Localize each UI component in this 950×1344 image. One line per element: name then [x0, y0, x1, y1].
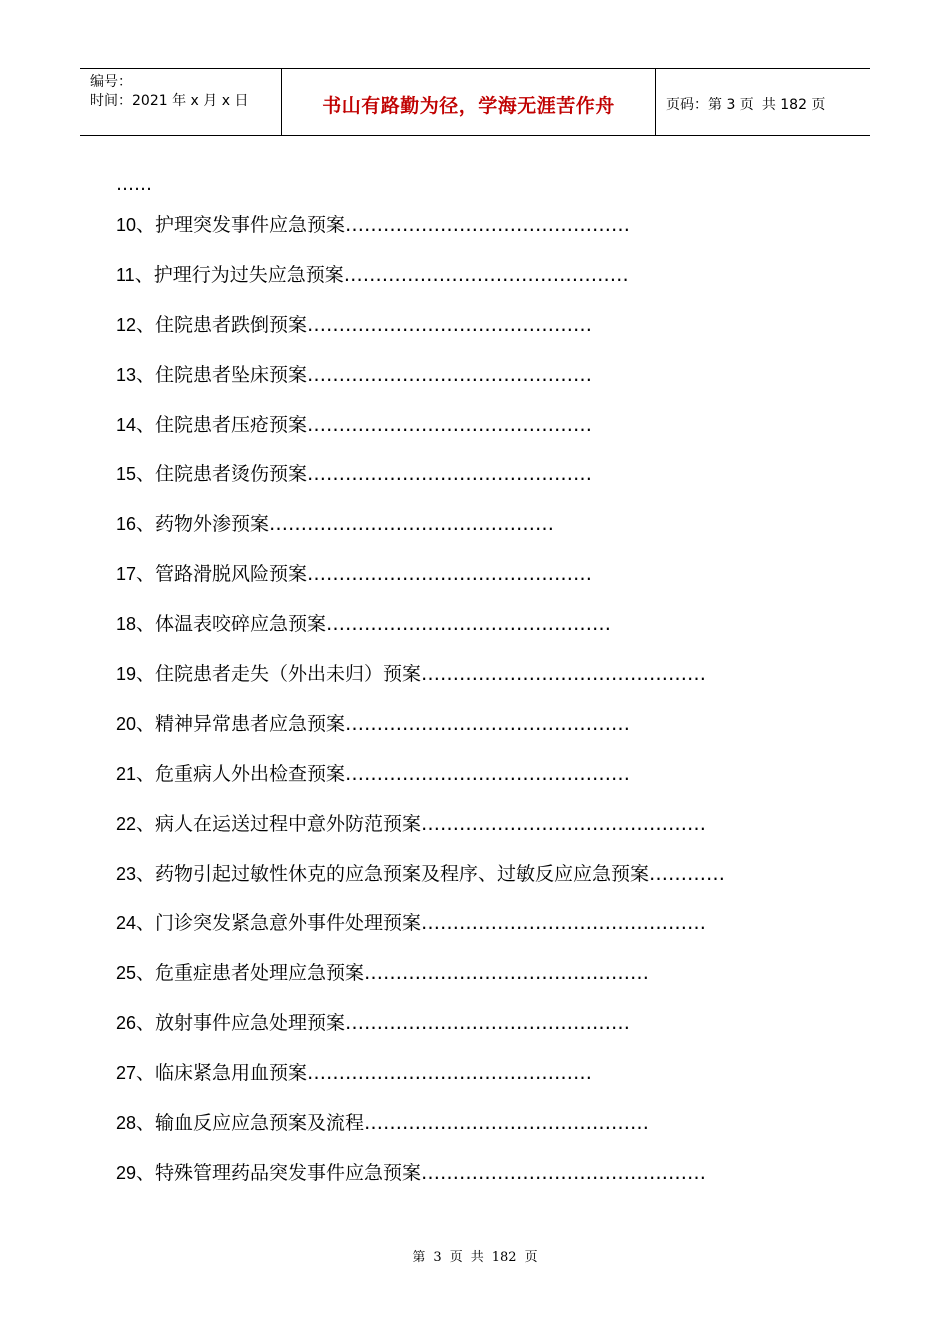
footer-total-pages: 182 — [491, 1250, 517, 1265]
toc-item — [116, 1058, 856, 1108]
footer-page-number: 3 — [433, 1250, 442, 1265]
toc-item-leader-dots: ……………………………………… — [307, 563, 593, 586]
toc-item-title: 、危重症患者处理应急预案 — [136, 962, 365, 985]
toc-item-number: 18 — [116, 614, 137, 635]
toc-item — [116, 210, 856, 260]
toc-item-number: 23 — [116, 863, 137, 884]
header-motto-cell — [282, 69, 656, 135]
toc-item-leader-dots: ……………………………………… — [269, 513, 555, 536]
header-page-info — [656, 69, 870, 135]
toc-item-leader-dots: ……………………………………… — [343, 263, 629, 286]
toc-item-title: 、住院患者压疮预案 — [136, 413, 308, 436]
toc-item — [116, 459, 856, 509]
page-label: 页码： — [666, 97, 708, 113]
toc-item-title: 、精神异常患者应急预案 — [136, 712, 346, 735]
toc-item-number: 26 — [116, 1013, 137, 1034]
toc-item — [116, 859, 856, 909]
page-total: 共 182 页 — [761, 97, 826, 113]
toc-item — [116, 1158, 856, 1208]
toc-list — [116, 210, 856, 1208]
toc-item — [116, 509, 856, 559]
toc-item-leader-dots: ……………………………………… — [307, 413, 593, 436]
page-current: 第 3 页 — [708, 97, 754, 113]
toc-item — [116, 310, 856, 360]
motto-text: 书山有路勤为径，学海无涯苦作舟 — [322, 94, 615, 117]
toc-item-leader-dots: ……………………………………… — [307, 363, 593, 386]
toc-item-number: 19 — [116, 664, 137, 685]
footer-di: 第 — [412, 1250, 426, 1265]
header-meta — [80, 69, 282, 135]
toc-item — [116, 709, 856, 759]
time-label: 时间： — [90, 93, 132, 109]
toc-item-title: 、住院患者烫伤预案 — [136, 463, 308, 486]
toc-item-number: 28 — [116, 1113, 137, 1134]
toc-item-leader-dots: ………… — [649, 862, 726, 885]
toc-item-number: 17 — [116, 564, 137, 585]
toc-item-title: 、住院患者走失（外出未归）预案 — [136, 663, 422, 686]
toc-item-title: 、护理突发事件应急预案 — [136, 214, 346, 236]
toc-item-title: 、输血反应应急预案及流程 — [136, 1112, 365, 1135]
toc-item-leader-dots: ……………………………………… — [326, 613, 612, 636]
table-of-contents — [116, 170, 856, 1208]
toc-item-number: 15 — [116, 464, 137, 485]
toc-item — [116, 1108, 856, 1158]
page-footer — [0, 1246, 950, 1265]
toc-item-number: 24 — [116, 913, 137, 934]
toc-item — [116, 559, 856, 609]
footer-gong: 共 — [470, 1250, 484, 1265]
toc-item-number: 16 — [116, 514, 137, 535]
toc-item-number: 11 — [116, 264, 135, 285]
toc-item-number: 13 — [116, 364, 137, 385]
footer-ye: 页 — [449, 1250, 463, 1265]
toc-item-number: 27 — [116, 1063, 137, 1084]
toc-item-title: 、体温表咬碎应急预案 — [136, 613, 327, 636]
toc-item-title: 、药物外渗预案 — [136, 513, 270, 536]
toc-item-title: 、门诊突发紧急意外事件处理预案 — [136, 912, 422, 935]
toc-item-leader-dots: ……………………………………… — [345, 214, 631, 236]
toc-item — [116, 759, 856, 809]
toc-item-leader-dots: ……………………………………… — [307, 313, 593, 336]
toc-item-title: 、危重病人外出检查预案 — [136, 762, 346, 785]
time-value: 2021 年 x 月 x 日 — [132, 93, 249, 109]
toc-item-leader-dots: ……………………………………… — [345, 762, 631, 785]
toc-item-leader-dots: ……………………………………… — [421, 1161, 707, 1184]
toc-item — [116, 958, 856, 1008]
toc-item — [116, 609, 856, 659]
toc-item — [116, 260, 856, 310]
toc-leading-ellipsis: …… — [116, 174, 152, 195]
document-number-label: 编号： — [90, 74, 132, 90]
toc-item-leader-dots: ……………………………………… — [421, 812, 707, 835]
toc-item-number: 22 — [116, 813, 137, 834]
toc-item — [116, 809, 856, 859]
document-header — [80, 68, 870, 136]
toc-item — [116, 908, 856, 958]
toc-item-title: 、特殊管理药品突发事件应急预案 — [136, 1161, 422, 1184]
toc-item-title: 、住院患者坠床预案 — [136, 363, 308, 386]
toc-item — [116, 360, 856, 410]
toc-item-leader-dots: ……………………………………… — [421, 663, 707, 686]
toc-item-leader-dots: ……………………………………… — [345, 712, 631, 735]
toc-item-leader-dots: ……………………………………… — [307, 1062, 593, 1085]
toc-item-title: 、临床紧急用血预案 — [136, 1062, 308, 1085]
toc-item-leader-dots: ……………………………………… — [364, 962, 650, 985]
toc-item-number: 20 — [116, 713, 137, 734]
toc-item-leader-dots: ……………………………………… — [345, 1012, 631, 1035]
toc-item — [116, 659, 856, 709]
toc-item-number: 10 — [116, 215, 137, 235]
toc-item-title: 、药物引起过敏性休克的应急预案及程序、过敏反应应急预案 — [136, 862, 650, 885]
toc-item-title: 、住院患者跌倒预案 — [136, 313, 308, 336]
document-time — [90, 92, 281, 111]
toc-item-number: 12 — [116, 314, 137, 335]
toc-item-number: 21 — [116, 763, 137, 784]
toc-item — [116, 1008, 856, 1058]
toc-item-title: 、病人在运送过程中意外防范预案 — [136, 812, 422, 835]
toc-item-leader-dots: ……………………………………… — [307, 463, 593, 486]
toc-item-title: 、护理行为过失应急预案 — [134, 263, 344, 286]
toc-item-number: 25 — [116, 963, 137, 984]
toc-item-leader-dots: ……………………………………… — [364, 1112, 650, 1135]
footer-ye-2: 页 — [524, 1250, 538, 1265]
toc-item-title: 、管路滑脱风险预案 — [136, 563, 308, 586]
toc-item-title: 、放射事件应急处理预案 — [136, 1012, 346, 1035]
toc-item-number: 14 — [116, 414, 137, 435]
toc-item — [116, 410, 856, 460]
toc-item-leader-dots: ……………………………………… — [421, 912, 707, 935]
toc-item-number: 29 — [116, 1162, 137, 1183]
